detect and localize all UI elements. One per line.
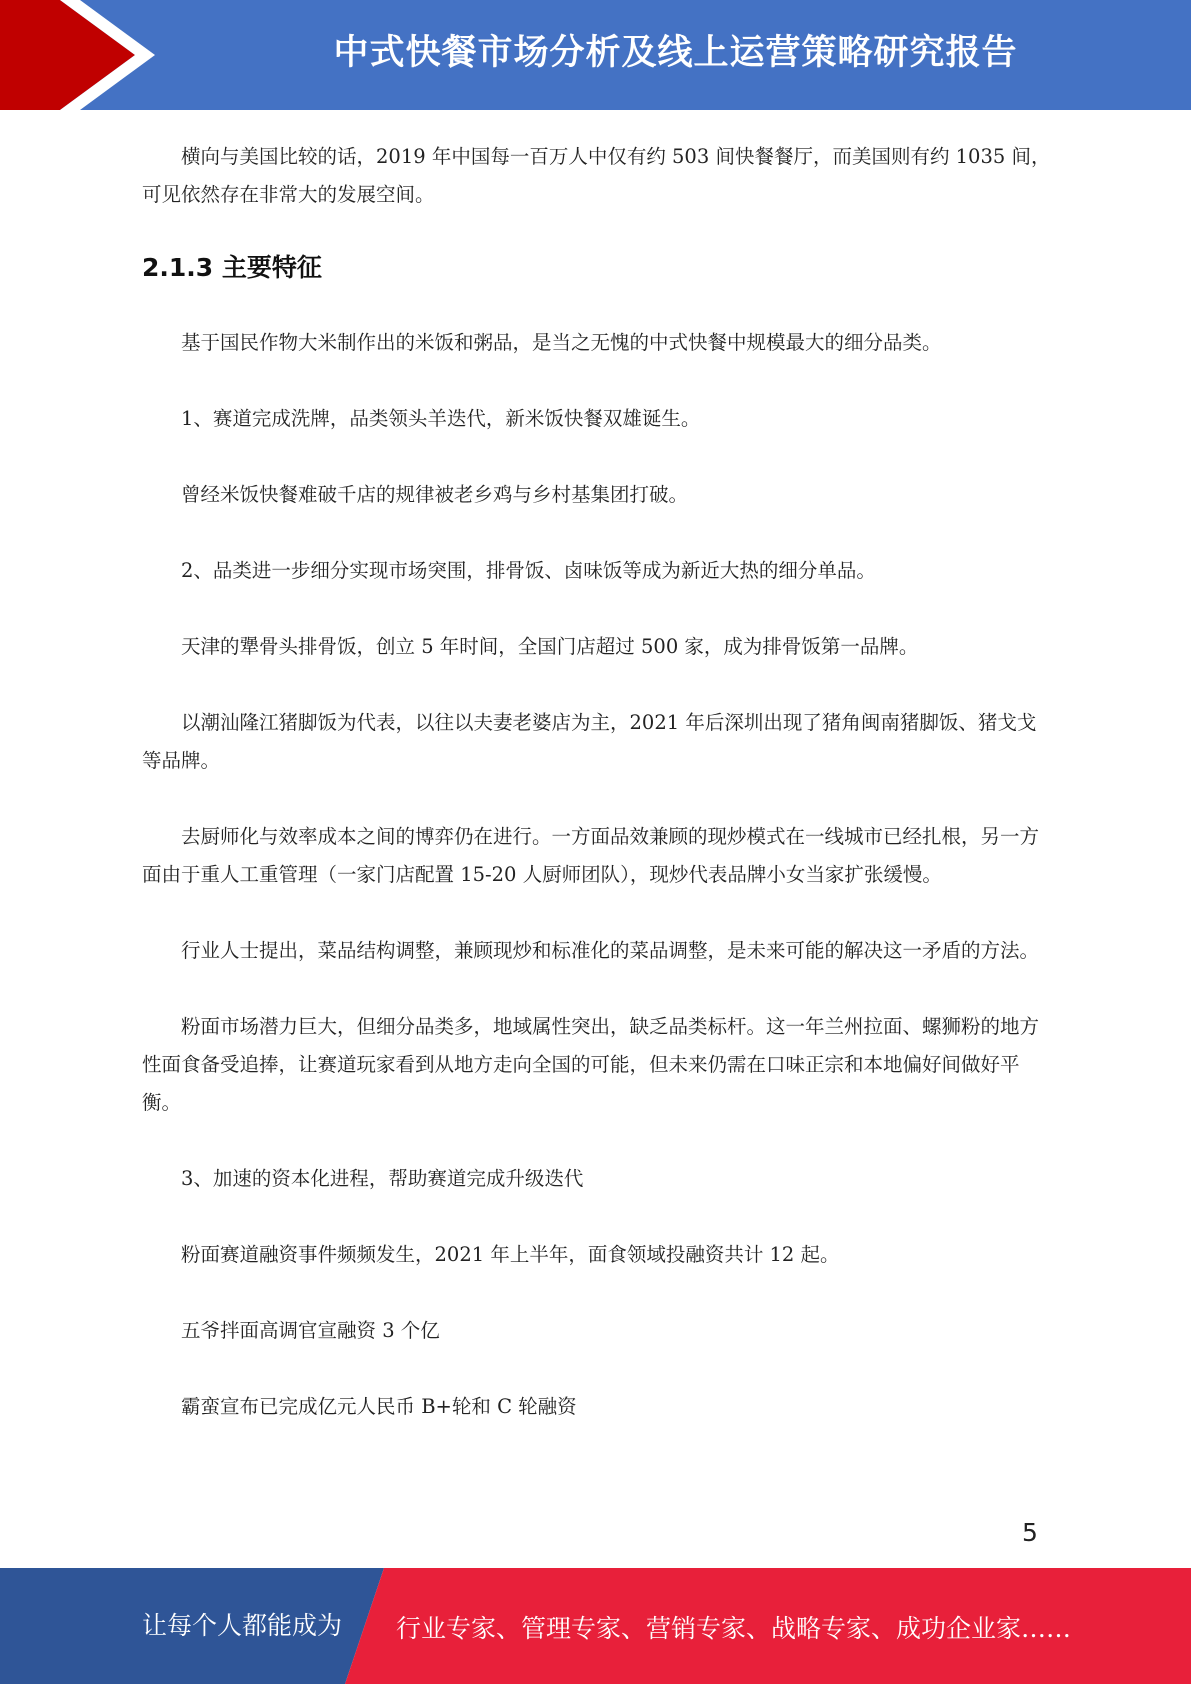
footer-slogan-right: 行业专家、管理专家、营销专家、战略专家、成功企业家…… [396, 1614, 1072, 1643]
paragraph: 粉面赛道融资事件频频发生，2021 年上半年，面食领域投融资共计 12 起。 [181, 1243, 840, 1266]
header-arrow-icon [0, 0, 160, 110]
paragraph: 以潮汕隆江猪脚饭为代表，以往以夫妻老婆店为主，2021 年后深圳出现了猪角闽南猪脚饭、猪戈戈等品牌。 [142, 711, 1037, 772]
paragraph: 霸蛮宣布已完成亿元人民币 B+轮和 C 轮融资 [181, 1395, 577, 1418]
paragraph: 行业人士提出，菜品结构调整，兼顾现炒和标准化的菜品调整，是未来可能的解决这一矛盾的方法。 [181, 939, 1040, 962]
paragraph: 粉面市场潜力巨大，但细分品类多，地域属性突出，缺乏品类标杆。这一年兰州拉面、螺狮粉的地方性面食备受追捧，让赛道玩家看到从地方走向全国的可能，但未来仍需在口味正宗和本地偏好间做好平衡。 [142, 1015, 1040, 1114]
document-body [142, 138, 1052, 1426]
list-item: 2、品类进一步细分实现市场突围，排骨饭、卤味饭等成为新近大热的细分单品。 [181, 559, 876, 582]
paragraph: 天津的犟骨头排骨饭，创立 5 年时间，全国门店超过 500 家，成为排骨饭第一品牌。 [181, 635, 919, 658]
paragraph: 五爷拌面高调官宣融资 3 个亿 [181, 1319, 440, 1342]
list-item: 3、加速的资本化进程，帮助赛道完成升级迭代 [181, 1167, 584, 1190]
section-heading: 2.1.3 主要特征 [142, 253, 322, 282]
paragraph: 曾经米饭快餐难破千店的规律被老乡鸡与乡村基集团打破。 [181, 483, 689, 506]
footer-slogan-left: 让每个人都能成为 [142, 1611, 343, 1640]
footer-band [0, 1568, 1191, 1684]
document-title: 中式快餐市场分析及线上运营策略研究报告 [333, 33, 1018, 73]
paragraph: 去厨师化与效率成本之间的博弈仍在进行。一方面品效兼顾的现炒模式在一线城市已经扎根，另一方面由于重人工重管理（一家门店配置 15-20 人厨师团队），现炒代表品牌小女当家扩张缓慢。 [142, 825, 1040, 886]
list-item: 1、赛道完成洗牌，品类领头羊迭代，新米饭快餐双雄诞生。 [181, 407, 701, 430]
paragraph: 基于国民作物大米制作出的米饭和粥品，是当之无愧的中式快餐中规模最大的细分品类。 [181, 331, 942, 354]
page-number: 5 [1022, 1518, 1038, 1547]
intro-paragraph: 横向与美国比较的话，2019 年中国每一百万人中仅有约 503 间快餐餐厅，而美国则有约 1035 间，可见依然存在非常大的发展空间。 [142, 145, 1051, 206]
header-band [0, 0, 1191, 110]
